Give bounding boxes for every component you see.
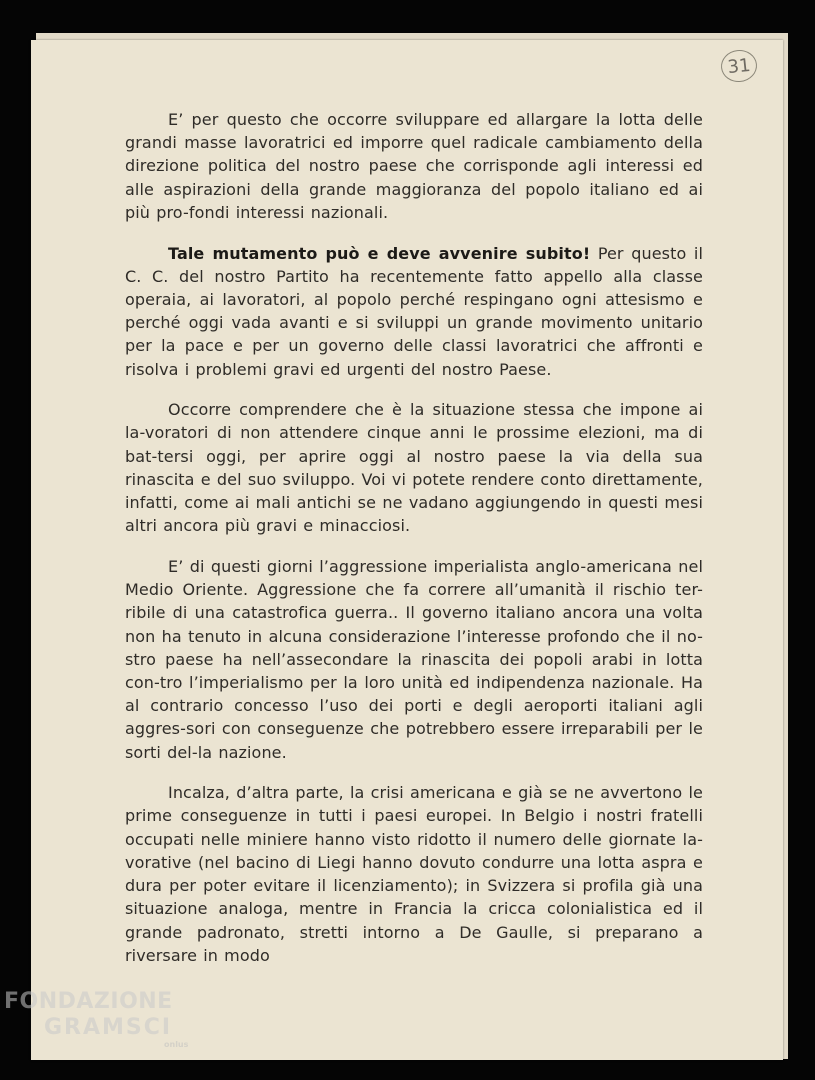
paragraph-4-text: E’ di questi giorni l’aggressione imperialista anglo-americana nel Medio Oriente. Aggressione che fa correre all’umanità il rischio ter-ribile di una catastrofica guerra.. Il governo italiano ancora una volta non ha tenuto in alcuna considerazione l’interesse profondo che il no-stro paese ha nell’assecondare la rinascita dei popoli arabi in lotta con-tro l’imperialismo per la loro unità ed indipendenza nazionale. Ha al contrario concesso l’uso dei porti e degli aeroporti italiani agli aggres-sori con conseguenze che potrebbero essere irreparabili per le sorti del-la nazione.: [125, 556, 703, 762]
document-page: [31, 40, 783, 1060]
paragraph-2-bold-lead: Tale mutamento può e deve avvenire subito!: [168, 243, 591, 263]
document-body: [125, 108, 703, 984]
watermark-line-2: GRAMSCI: [44, 1015, 173, 1040]
page-number-circled: 31: [719, 48, 758, 84]
paragraph-1-text: E’ per questo che occorre sviluppare ed allargare la lotta delle grandi masse lavoratrici ed imporre quel radicale cambiamento della direzione politica del nostro paese che corrisponde agli interessi ed alle aspirazioni della grande maggioranza del popolo italiano ed ai più pro-fondi interessi nazionali.: [125, 110, 703, 222]
watermark-line-1: FONDAZIONE: [4, 989, 173, 1014]
paragraph-2-text: Per questo il C. C. del nostro Partito ha recentemente fatto appello alla classe operaia, ai lavoratori, al popolo perché respingano ogni attesismo e perché oggi vada avanti e si sviluppi un grande movimento unitario per la pace e per un governo delle classi lavoratrici che affronti e risolva i problemi gravi ed urgenti del nostro Paese.: [125, 243, 704, 379]
paragraph-3-text: Occorre comprendere che è la situazione stessa che impone ai la-voratori di non attendere cinque anni le prossime elezioni, ma di bat-tersi oggi, per aprire oggi al nostro paese la via della sua rinascita e del suo sviluppo. Voi vi potete rendere conto direttamente, infatti, come ai mali antichi se ne vadano aggiungendo in questi mesi altri ancora più gravi e minacciosi.: [125, 400, 703, 536]
paragraph-2: [125, 242, 703, 381]
paragraph-5: [125, 781, 703, 967]
paragraph-4: [125, 555, 703, 764]
fondazione-gramsci-watermark: [4, 991, 188, 1049]
paragraph-1: [125, 108, 703, 224]
paragraph-5-text: Incalza, d’altra parte, la crisi americana e già se ne avvertono le prime conseguenze in tutti i paesi europei. In Belgio i nostri fratelli occupati nelle miniere hanno visto ridotto il numero delle giornate la-vorative (nel bacino di Liegi hanno dovuto condurre una lotta aspra e dura per poter evitare il licenziamento); in Svizzera si profila già una situazione analoga, mentre in Francia la cricca colonialistica ed il grande padronato, stretti intorno a De Gaulle, si preparano a riversare in modo: [125, 783, 703, 965]
watermark-line-3: onlus: [164, 1040, 189, 1049]
paragraph-3: [125, 398, 703, 537]
